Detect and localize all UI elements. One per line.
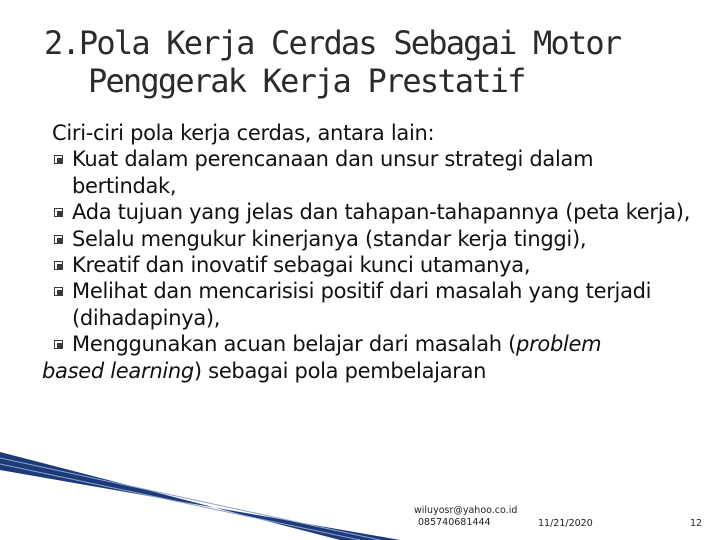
bullet-list (42, 146, 692, 384)
footer-contact (414, 505, 544, 529)
list-item (52, 226, 692, 252)
footer-date: 11/21/2020 (538, 518, 593, 529)
footer-phone: 085740681444 (418, 517, 491, 528)
slide-number: 12 (690, 518, 703, 529)
square-bullet-icon (54, 155, 63, 164)
list-item (52, 146, 692, 199)
bullet-text: Kreatif dan inovatif sebagai kunci utamanya, (72, 253, 531, 278)
bullet-text-suffix: ) sebagai pola pembelajaran (193, 358, 487, 383)
title-line-2: Penggerak Kerja Prestatif (88, 62, 525, 100)
square-bullet-icon (54, 208, 63, 217)
bullet-text-italic-1: problem (516, 332, 602, 357)
slide-body (42, 120, 692, 384)
intro-text: Ciri-ciri pola kerja cerdas, antara lain: (52, 121, 435, 145)
list-item (52, 278, 692, 331)
bullet-text-prefix: Menggunakan acuan belajar dari masalah ( (72, 332, 517, 357)
bullet-text: Selalu mengukur kinerjanya (standar kerja tinggi), (72, 226, 587, 251)
bullet-text: Ada tujuan yang jelas dan tahapan-tahapannya (peta kerja), (72, 200, 691, 225)
list-item (42, 331, 692, 384)
square-bullet-icon (54, 340, 63, 349)
list-item (52, 199, 692, 225)
slide-title (44, 24, 704, 100)
square-bullet-icon (54, 235, 63, 244)
footer-email: wiluyosr@yahoo.co.id (414, 505, 518, 516)
bullet-text: Kuat dalam perencanaan dan unsur strategi dalam bertindak, (72, 147, 594, 198)
square-bullet-icon (54, 261, 63, 270)
square-bullet-icon (54, 287, 63, 296)
bullet-text-italic-2: based learning (42, 358, 194, 383)
bullet-text: Melihat dan mencarisisi positif dari masalah yang terjadi (dihadapinya), (72, 279, 652, 330)
list-item (52, 252, 692, 278)
bullet-text-line-2 (42, 358, 692, 384)
title-line-1: 2.Pola Kerja Cerdas Sebagai Motor (44, 24, 621, 62)
